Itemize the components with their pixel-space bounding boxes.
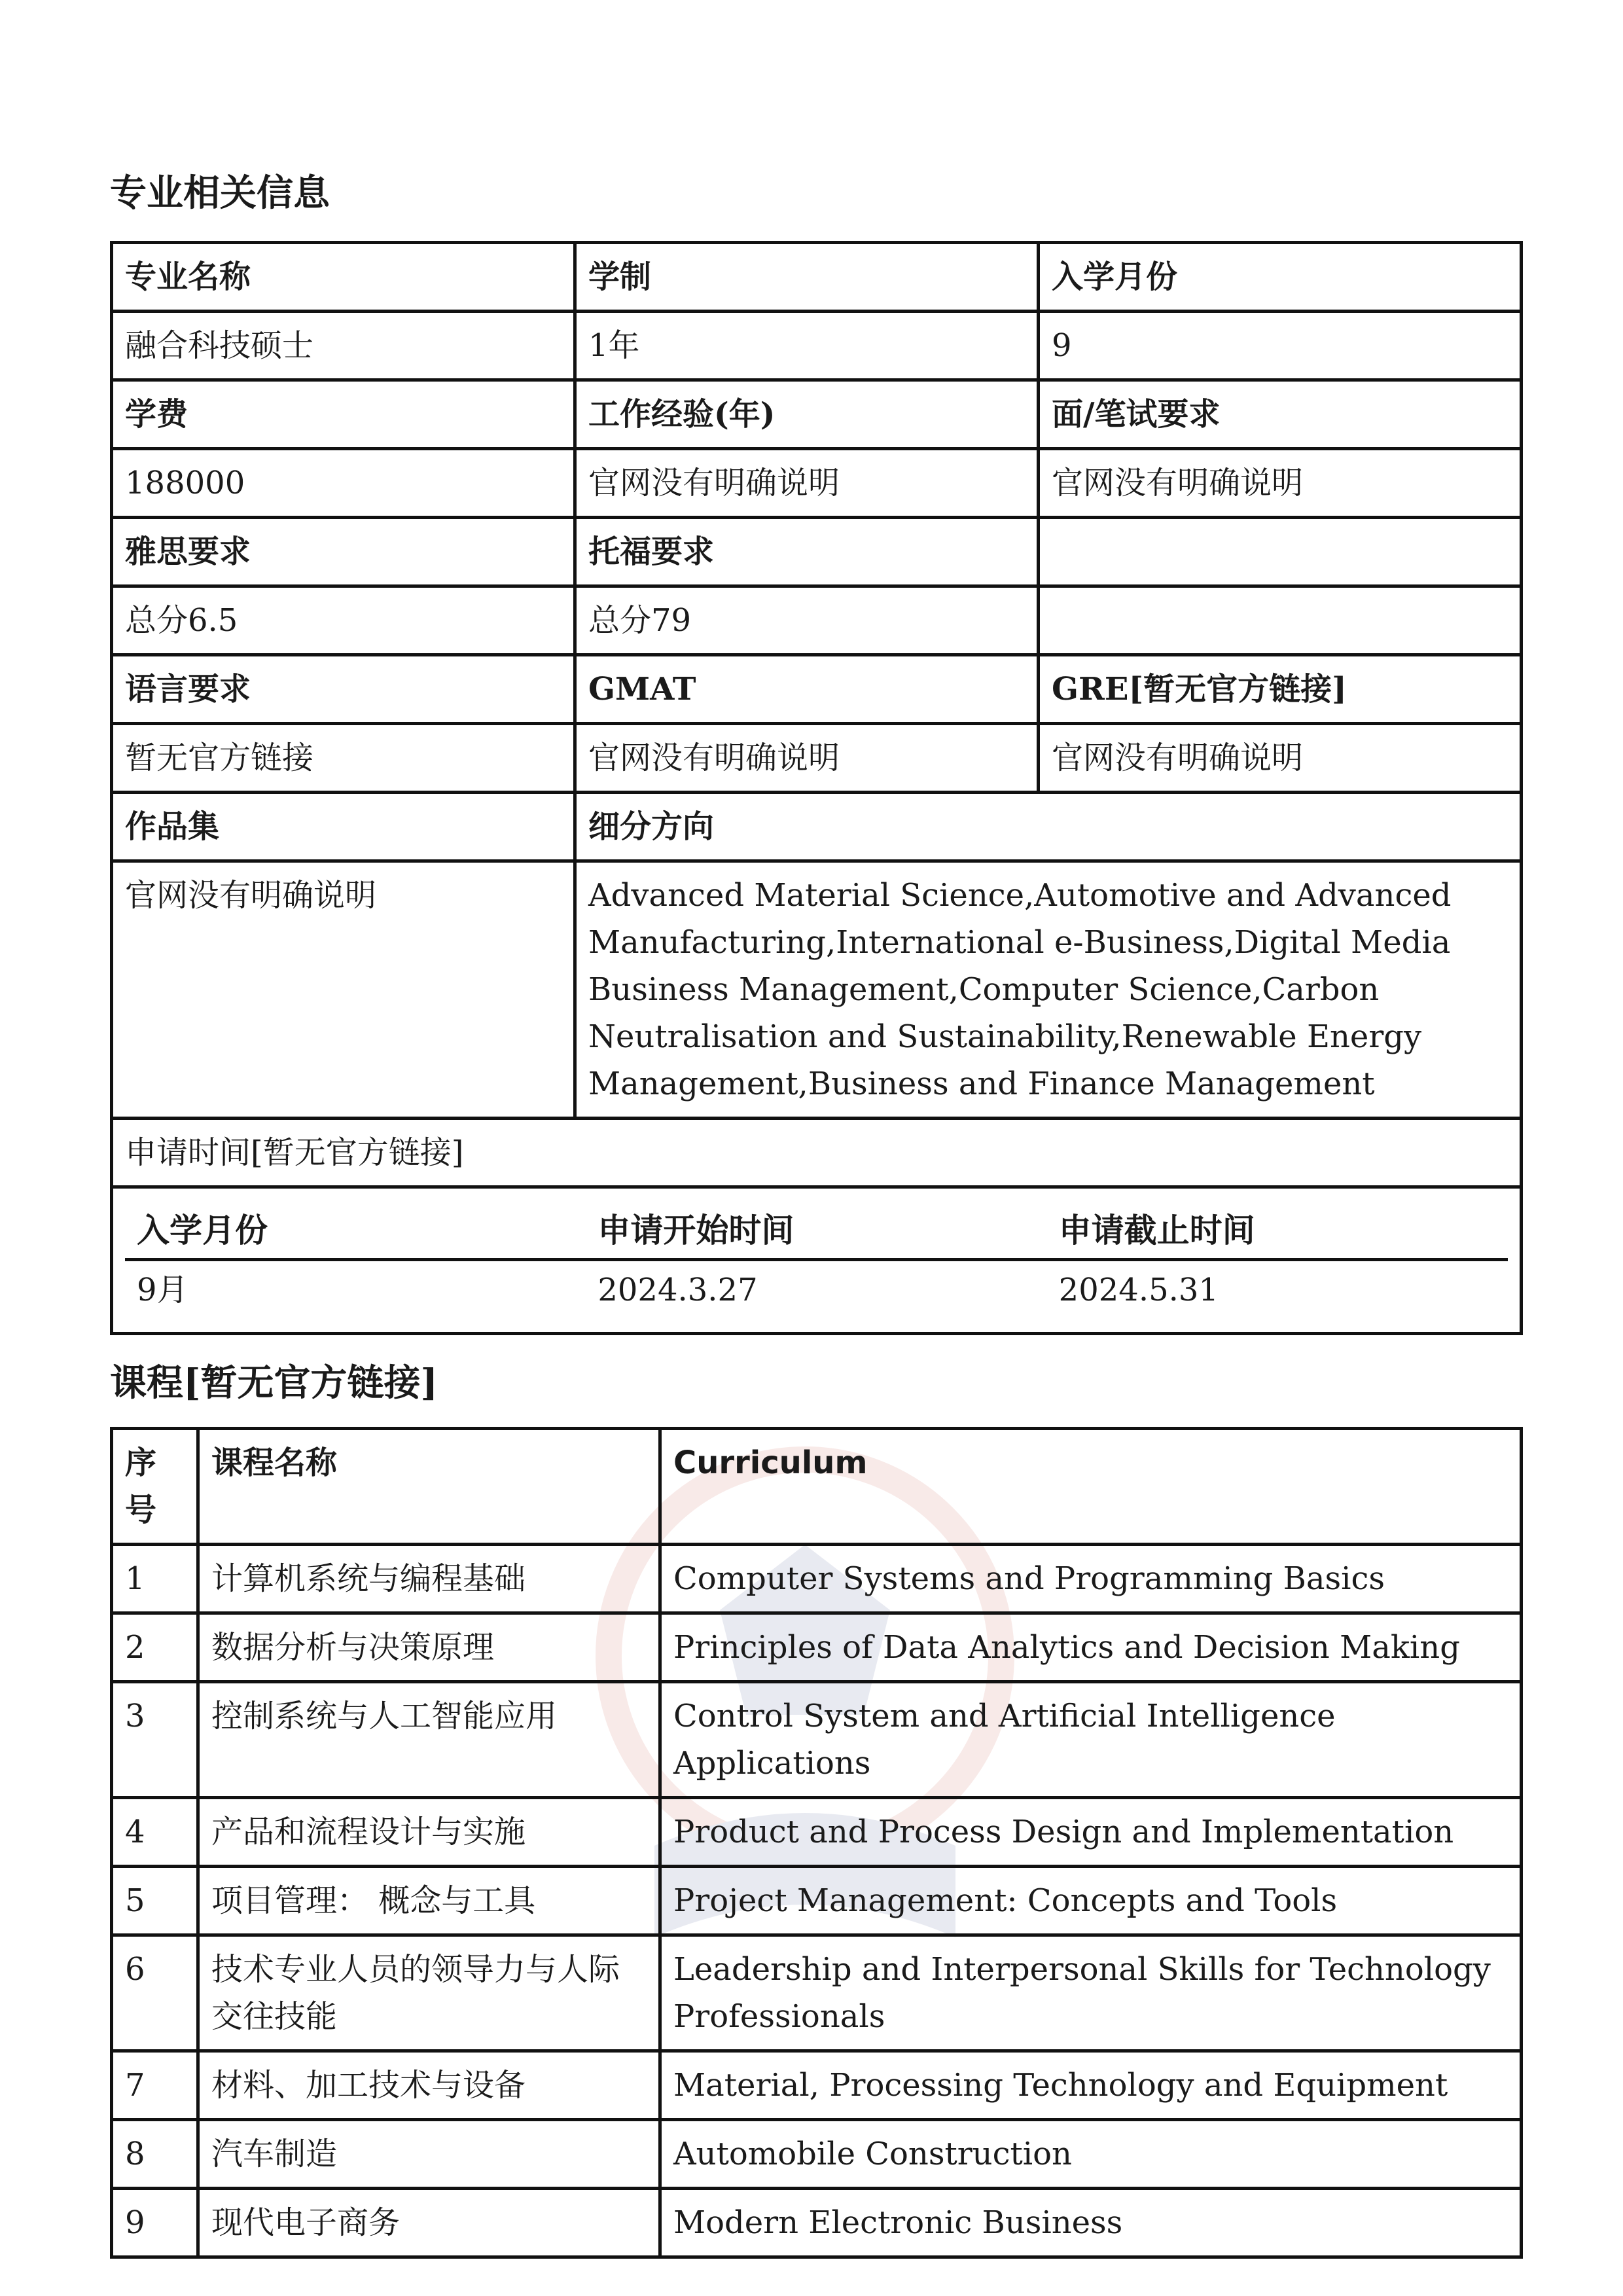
info-header-cell: 托福要求 bbox=[575, 518, 1039, 586]
portfolio-label: 作品集 bbox=[112, 793, 575, 861]
info-value-cell: 官网没有明确说明 bbox=[1039, 449, 1522, 518]
info-value-row bbox=[112, 861, 1522, 1119]
curriculum-cell: 材料、加工技术与设备 bbox=[198, 2051, 660, 2120]
info-value-cell bbox=[1039, 586, 1522, 655]
info-header-row bbox=[112, 793, 1522, 861]
info-value-row bbox=[112, 724, 1522, 793]
info-value-cell: 188000 bbox=[112, 449, 575, 518]
info-header-cell: GRE[暂无官方链接] bbox=[1039, 655, 1522, 724]
application-label-row bbox=[112, 1119, 1522, 1187]
application-header-cell: 申请截止时间 bbox=[1047, 1198, 1508, 1260]
portfolio-value: 官网没有明确说明 bbox=[112, 861, 575, 1119]
program-info-table bbox=[110, 241, 1523, 1335]
curriculum-row bbox=[112, 2120, 1522, 2189]
curriculum-cell: Computer Systems and Programming Basics bbox=[660, 1545, 1522, 1613]
info-header-row bbox=[112, 518, 1522, 586]
info-value-cell: 总分79 bbox=[575, 586, 1039, 655]
curriculum-row bbox=[112, 1798, 1522, 1867]
info-value-row bbox=[112, 449, 1522, 518]
curriculum-cell: 控制系统与人工智能应用 bbox=[198, 1682, 660, 1798]
info-header-row bbox=[112, 380, 1522, 449]
info-value-row bbox=[112, 312, 1522, 380]
curriculum-cell: 5 bbox=[112, 1867, 198, 1935]
curriculum-cell: Automobile Construction bbox=[660, 2120, 1522, 2189]
info-value-row bbox=[112, 586, 1522, 655]
curriculum-cell: Leadership and Interpersonal Skills for Technology Professionals bbox=[660, 1935, 1522, 2051]
curriculum-cell: 3 bbox=[112, 1682, 198, 1798]
info-header-cell: 学费 bbox=[112, 380, 575, 449]
application-value-cell: 2024.3.27 bbox=[597, 1272, 758, 1308]
application-header-cell: 入学月份 bbox=[125, 1198, 586, 1260]
specialization-value: Advanced Material Science,Automotive and Advanced Manufacturing,International e-Business,Digital Media Business Management,Computer Science,Carbon Neutralisation and Sustainability,Renewable Energy Management,Business and Finance Management bbox=[575, 861, 1522, 1119]
info-header-cell: 入学月份 bbox=[1039, 243, 1522, 312]
info-header-cell bbox=[1039, 518, 1522, 586]
info-value-cell: 官网没有明确说明 bbox=[575, 724, 1039, 793]
info-header-cell: 语言要求 bbox=[112, 655, 575, 724]
curriculum-cell: 6 bbox=[112, 1935, 198, 2051]
curriculum-cell: 产品和流程设计与实施 bbox=[198, 1798, 660, 1867]
curriculum-table bbox=[110, 1427, 1523, 2259]
curriculum-cell: Project Management: Concepts and Tools bbox=[660, 1867, 1522, 1935]
info-value-cell: 9 bbox=[1039, 312, 1522, 380]
curriculum-cell: 项目管理： 概念与工具 bbox=[198, 1867, 660, 1935]
specialization-label: 细分方向 bbox=[575, 793, 1522, 861]
info-value-cell: 官网没有明确说明 bbox=[1039, 724, 1522, 793]
curriculum-header-cell: 序号 bbox=[112, 1429, 198, 1545]
curriculum-cell: 9 bbox=[112, 2189, 198, 2257]
application-value-cell: 9月 bbox=[137, 1272, 188, 1308]
curriculum-row bbox=[112, 1935, 1522, 2051]
curriculum-header-row bbox=[112, 1429, 1522, 1545]
info-value-cell: 官网没有明确说明 bbox=[575, 449, 1039, 518]
application-table-row bbox=[112, 1187, 1522, 1334]
info-header-cell: 面/笔试要求 bbox=[1039, 380, 1522, 449]
application-value-cell: 2024.5.31 bbox=[1058, 1272, 1219, 1308]
curriculum-row bbox=[112, 1682, 1522, 1798]
curriculum-cell: 技术专业人员的领导力与人际交往技能 bbox=[198, 1935, 660, 2051]
info-header-row bbox=[112, 243, 1522, 312]
application-time-label: 申请时间[暂无官方链接] bbox=[112, 1119, 1522, 1187]
application-time-table bbox=[125, 1198, 1508, 1323]
curriculum-row bbox=[112, 1613, 1522, 1682]
curriculum-cell: 4 bbox=[112, 1798, 198, 1867]
curriculum-row bbox=[112, 2051, 1522, 2120]
curriculum-row bbox=[112, 1545, 1522, 1613]
info-header-cell: 学制 bbox=[575, 243, 1039, 312]
info-header-cell: 专业名称 bbox=[112, 243, 575, 312]
curriculum-cell: 数据分析与决策原理 bbox=[198, 1613, 660, 1682]
section-title-program-info: 专业相关信息 bbox=[110, 171, 330, 215]
application-header-row bbox=[125, 1198, 1508, 1260]
curriculum-cell: 7 bbox=[112, 2051, 198, 2120]
application-header-cell: 申请开始时间 bbox=[586, 1198, 1046, 1260]
info-header-cell: 工作经验(年) bbox=[575, 380, 1039, 449]
section-title-curriculum: 课程[暂无官方链接] bbox=[110, 1361, 438, 1405]
application-value-row bbox=[125, 1260, 1508, 1323]
info-value-cell: 1年 bbox=[575, 312, 1039, 380]
curriculum-row bbox=[112, 2189, 1522, 2257]
info-header-row bbox=[112, 655, 1522, 724]
curriculum-cell: 2 bbox=[112, 1613, 198, 1682]
curriculum-cell: 1 bbox=[112, 1545, 198, 1613]
curriculum-cell: Modern Electronic Business bbox=[660, 2189, 1522, 2257]
curriculum-header-cell: 课程名称 bbox=[198, 1429, 660, 1545]
info-value-cell: 总分6.5 bbox=[112, 586, 575, 655]
curriculum-cell: 8 bbox=[112, 2120, 198, 2189]
curriculum-cell: 汽车制造 bbox=[198, 2120, 660, 2189]
application-table-cell bbox=[112, 1187, 1522, 1334]
curriculum-row bbox=[112, 1867, 1522, 1935]
curriculum-cell: 现代电子商务 bbox=[198, 2189, 660, 2257]
info-value-cell: 暂无官方链接 bbox=[112, 724, 575, 793]
curriculum-header-cell: Curriculum bbox=[660, 1429, 1522, 1545]
curriculum-cell: Material, Processing Technology and Equipment bbox=[660, 2051, 1522, 2120]
curriculum-cell: Principles of Data Analytics and Decision Making bbox=[660, 1613, 1522, 1682]
curriculum-cell: Control System and Artificial Intelligence Applications bbox=[660, 1682, 1522, 1798]
info-header-cell: 雅思要求 bbox=[112, 518, 575, 586]
curriculum-cell: 计算机系统与编程基础 bbox=[198, 1545, 660, 1613]
curriculum-cell: Product and Process Design and Implementation bbox=[660, 1798, 1522, 1867]
info-header-cell: GMAT bbox=[575, 655, 1039, 724]
info-value-cell: 融合科技硕士 bbox=[112, 312, 575, 380]
